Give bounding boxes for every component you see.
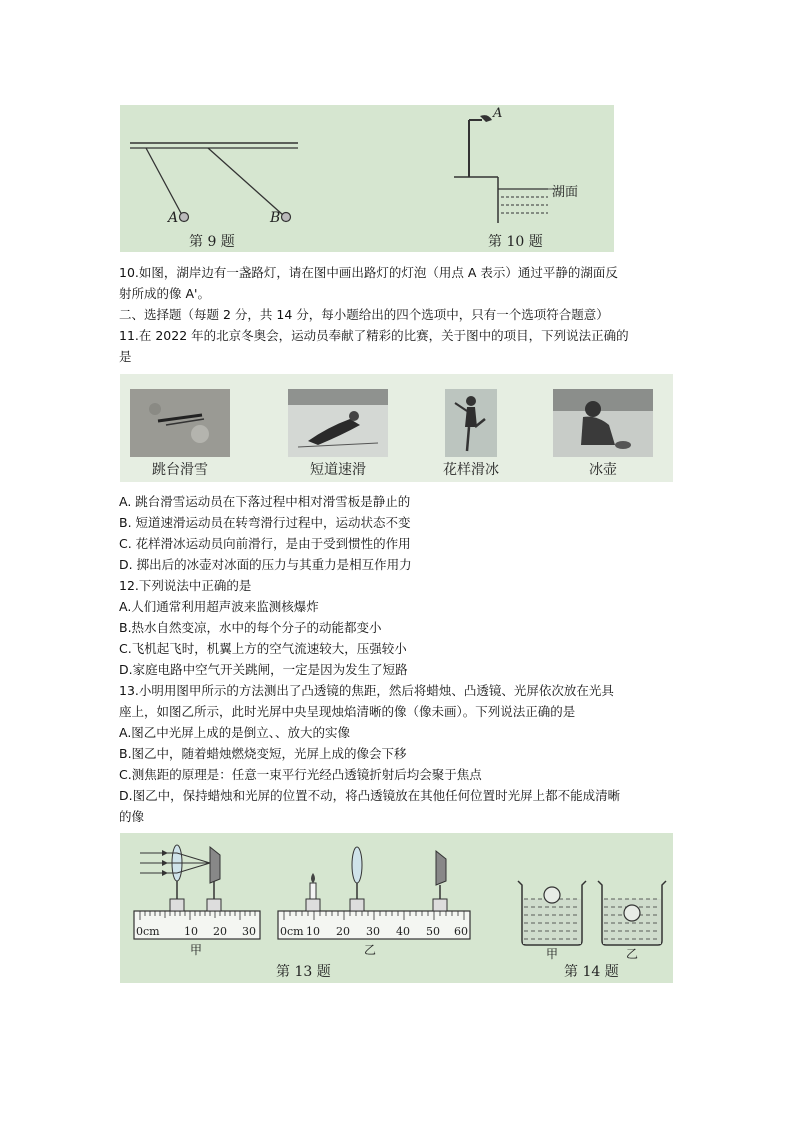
ruler-yi-tick-20: 20 <box>336 925 350 938</box>
ruler-yi-tick-40: 40 <box>396 925 410 938</box>
ruler-yi-tick-30: 30 <box>366 925 380 938</box>
q11-option-d: D. 掷出后的冰壶对冰面的压力与其重力是相互作用力 <box>119 557 412 572</box>
figure-9-10-drawing <box>120 105 614 252</box>
q13-option-c: C.测焦距的原理是：任意一束平行光经凸透镜折射后均会聚于焦点 <box>119 767 482 782</box>
photo-caption-figure-skating: 花样滑冰 <box>443 462 499 478</box>
figure-13-14 <box>120 833 673 983</box>
ruler-yi-tick-60: 60 <box>454 925 468 938</box>
pendulum-a-label: A <box>168 210 179 226</box>
q12-option-a: A.人们通常利用超声波来监测核爆炸 <box>119 599 319 614</box>
q13-option-d: D.图乙中，保持蜡烛和光屏的位置不动，将凸透镜放在其他任何位置时光屏上都不能成清晰 <box>119 788 621 803</box>
caption-q14: 第 14 题 <box>564 964 619 980</box>
photo-short-track <box>288 389 388 457</box>
pendulum-b-label: B <box>270 210 281 226</box>
q11-option-b: B. 短道速滑运动员在转弯滑行过程中，运动状态不变 <box>119 515 411 530</box>
photo-caption-curling: 冰壶 <box>589 462 617 478</box>
figure-9-10 <box>120 105 614 252</box>
photo-caption-short-track: 短道速滑 <box>310 462 366 478</box>
q12-option-b: B.热水自然变凉，水中的每个分子的动能都变小 <box>119 620 382 635</box>
q11-option-a: A. 跳台滑雪运动员在下落过程中相对滑雪板是静止的 <box>119 494 411 509</box>
q10-line-1: 10.如图，湖岸边有一盏路灯，请在图中画出路灯的灯泡（用点 A 表示）通过平静的湖面反 <box>119 265 618 280</box>
caption-q10: 第 10 题 <box>488 234 543 250</box>
ruler-jia-tick-20: 20 <box>213 925 227 938</box>
section-2-heading: 二、选择题（每题 2 分，共 14 分，每小题给出的四个选项中，只有一个选项符合题意） <box>119 307 609 322</box>
caption-q13: 第 13 题 <box>276 964 331 980</box>
q10-line-2: 射所成的像 A'。 <box>119 286 210 301</box>
q12-stem: 12.下列说法中正确的是 <box>119 578 252 593</box>
q12-option-c: C.飞机起飞时，机翼上方的空气流速较大，压强较小 <box>119 641 407 656</box>
q13-option-b: B.图乙中，随着蜡烛燃烧变短，光屏上成的像会下移 <box>119 746 407 761</box>
ruler-yi-tick-50: 50 <box>426 925 440 938</box>
q11-line-1: 11.在 2022 年的北京冬奥会，运动员奉献了精彩的比赛，关于图中的项目，下列说法正确的 <box>119 328 629 343</box>
label-jia-ruler: 甲 <box>190 943 203 957</box>
lamp-a-label: A <box>493 106 503 121</box>
ruler-yi-tick-0: 0cm <box>280 925 304 938</box>
q13-option-a: A.图乙中光屏上成的是倒立、、放大的实像 <box>119 725 351 740</box>
q13-option-d-continued: 的像 <box>119 809 145 824</box>
label-yi-beaker: 乙 <box>626 947 639 961</box>
q11-line-2: 是 <box>119 349 132 364</box>
q13-line-1: 13.小明用图甲所示的方法测出了凸透镜的焦距，然后将蜡烛、凸透镜、光屏依次放在光具 <box>119 683 614 698</box>
q11-option-c: C. 花样滑冰运动员向前滑行，是由于受到惯性的作用 <box>119 536 411 551</box>
label-jia-beaker: 甲 <box>546 947 559 961</box>
ruler-jia-tick-0: 0cm <box>136 925 160 938</box>
ruler-yi-tick-10: 10 <box>306 925 320 938</box>
caption-q9: 第 9 题 <box>189 234 235 250</box>
lake-label: 湖面 <box>552 185 579 200</box>
photo-curling <box>553 389 653 457</box>
ruler-jia-tick-30: 30 <box>242 925 256 938</box>
photo-caption-ski-jumping: 跳台滑雪 <box>152 462 208 478</box>
label-yi-ruler: 乙 <box>364 943 377 957</box>
q12-option-d: D.家庭电路中空气开关跳闸，一定是因为发生了短路 <box>119 662 408 677</box>
ruler-jia-tick-10: 10 <box>184 925 198 938</box>
figure-q11-photos <box>120 374 673 482</box>
q13-line-2: 座上，如图乙所示，此时光屏中央呈现烛焰清晰的像（像未画）。下列说法正确的是 <box>119 704 576 719</box>
photo-ski-jumping <box>130 389 230 457</box>
photo-figure-skating <box>445 389 497 457</box>
